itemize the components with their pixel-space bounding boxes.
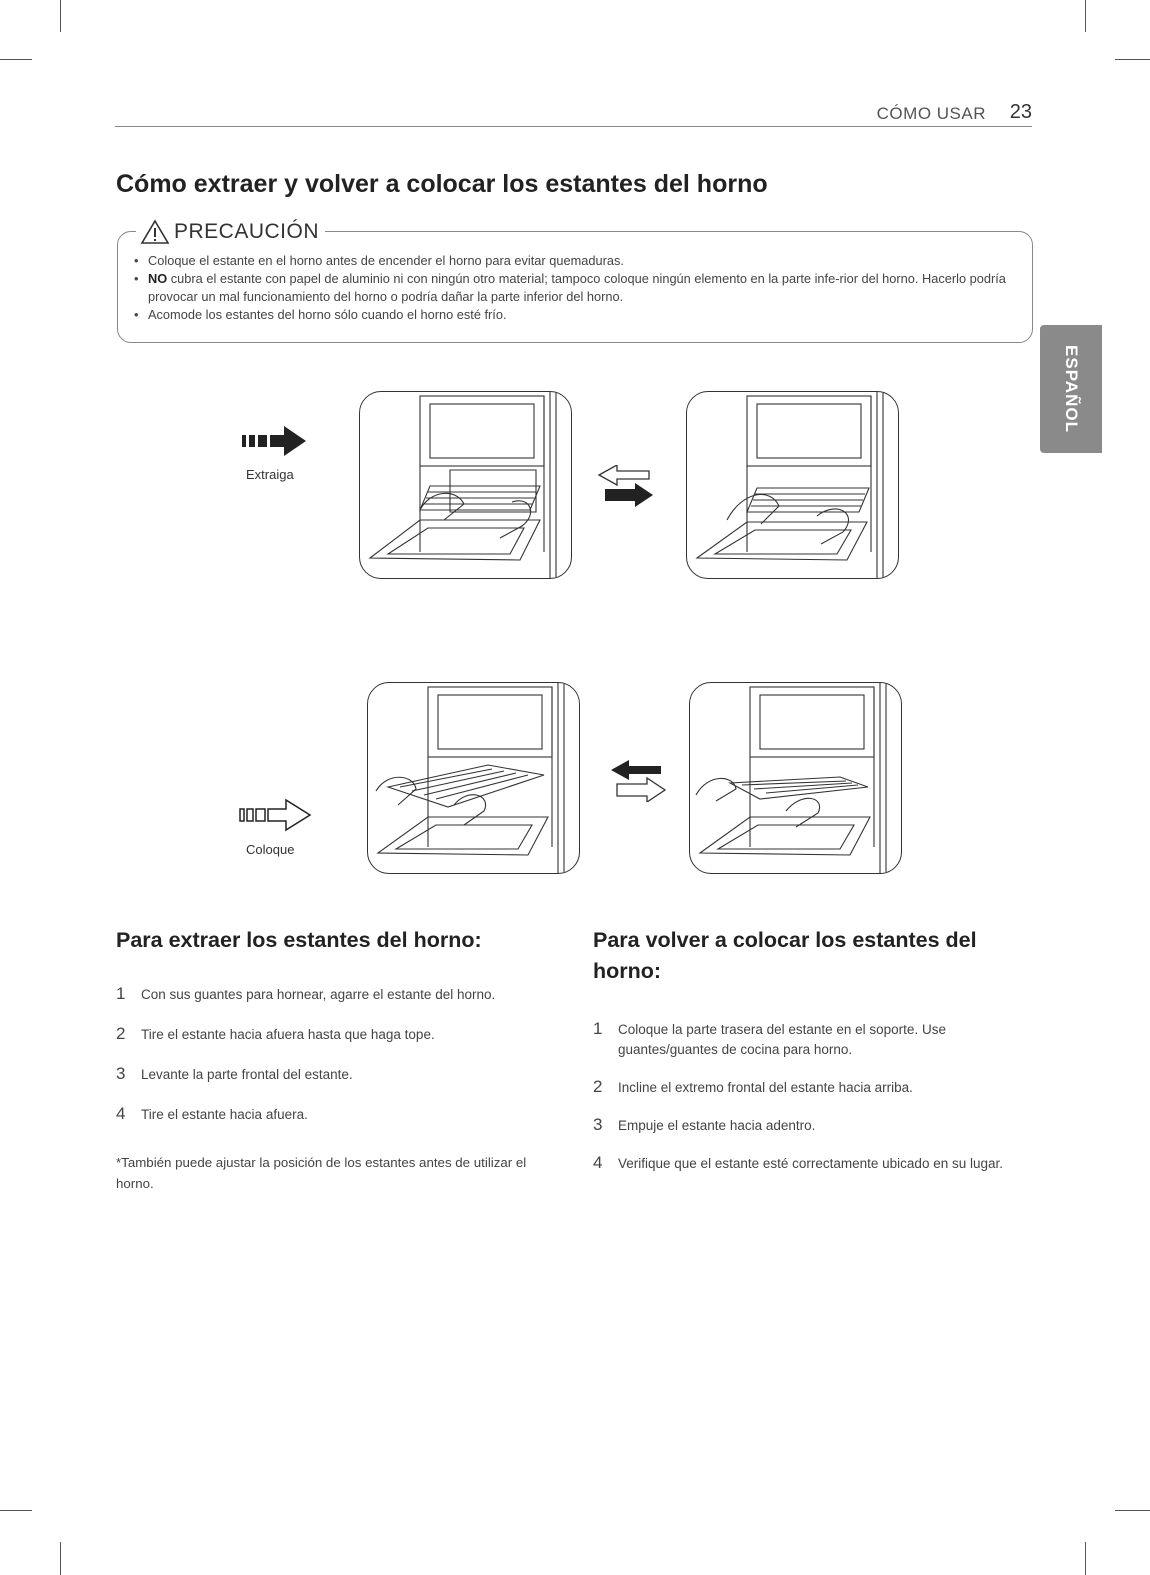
crop-mark: [60, 0, 61, 32]
step-number: 2: [116, 1024, 126, 1043]
solid-arrow-icon: [240, 424, 310, 458]
caution-heading: [136, 219, 325, 245]
header-rule: [115, 126, 1032, 127]
replace-label: Coloque: [246, 842, 295, 857]
list-item: [116, 985, 576, 1005]
step-text: Verifique que el estante esté correctamente ubicado en su lugar.: [618, 1156, 1004, 1171]
step-text: Tire el estante hacia afuera.: [141, 1107, 308, 1122]
remove-label: Extraiga: [246, 467, 294, 482]
page-title: Cómo extraer y volver a colocar los estantes del horno: [116, 170, 768, 198]
warning-triangle-icon: [140, 219, 170, 245]
oven-illustration-replace-2: [689, 682, 902, 874]
footnote: *También puede ajustar la posición de los estantes antes de utilizar el horno.: [116, 1155, 527, 1191]
caution-item: • Coloque el estante en el horno antes de encender el horno para evitar quemaduras.: [132, 252, 1022, 270]
caution-title: PRECAUCIÓN: [174, 220, 320, 243]
caution-item: • Acomode los estantes del horno sólo cuando el horno esté frío.: [132, 306, 1022, 324]
list-item: [593, 1154, 1023, 1174]
step-number: 4: [593, 1153, 603, 1172]
step-number: 2: [593, 1077, 603, 1096]
oven-illustration-remove-1: [359, 391, 572, 579]
step-number: 3: [116, 1064, 126, 1083]
double-arrow-reverse-icon: [609, 760, 667, 802]
oven-illustration-remove-2: [686, 391, 899, 579]
step-number: 4: [116, 1104, 126, 1123]
language-tab: [1040, 325, 1102, 453]
caution-emphasis: NO: [148, 271, 168, 286]
list-item: [116, 1025, 576, 1045]
replace-heading: Para volver a colocar los estantes del horno:: [593, 928, 977, 983]
caution-list: [132, 252, 1022, 324]
step-text: Levante la parte frontal del estante.: [141, 1067, 353, 1082]
caution-item-text: cubra el estante con papel de aluminio ni con ningún otro material; tampoco coloque ningún elemento en la parte infe-rior del horno. Hacerlo podría provocar un mal funcionamiento del horno o podría dañar la parte inferior del horno.: [148, 271, 1006, 304]
remove-steps-list: [116, 985, 576, 1125]
language-tab-label: ESPAÑOL: [1062, 345, 1081, 433]
replace-steps-list: [593, 1020, 1023, 1174]
crop-mark: [1115, 1510, 1150, 1511]
remove-heading: Para extraer los estantes del horno:: [116, 928, 482, 952]
crop-mark: [1085, 0, 1086, 32]
step-number: 3: [593, 1115, 603, 1134]
step-text: Tire el estante hacia afuera hasta que haga tope.: [141, 1027, 435, 1042]
step-number: 1: [116, 984, 126, 1003]
list-item: [116, 1105, 576, 1125]
caution-item: [132, 270, 1022, 306]
step-number: 1: [593, 1019, 603, 1038]
step-text: Empuje el estante hacia adentro.: [618, 1118, 816, 1133]
list-item: [593, 1020, 1023, 1060]
list-item: [116, 1065, 576, 1085]
step-text: Incline el extremo frontal del estante hacia arriba.: [618, 1080, 913, 1095]
crop-mark: [1115, 59, 1150, 60]
double-arrow-icon: [597, 465, 655, 507]
crop-mark: [0, 1510, 32, 1511]
list-item: [593, 1116, 1023, 1136]
header-section-title: CÓMO USAR: [876, 104, 986, 123]
outline-arrow-icon: [238, 798, 314, 834]
page-number: 23: [1009, 101, 1032, 123]
crop-mark: [0, 59, 32, 60]
crop-mark: [1085, 1542, 1086, 1575]
crop-mark: [60, 1542, 61, 1575]
list-item: [593, 1078, 1023, 1098]
oven-illustration-replace-1: [367, 682, 580, 874]
step-text: Coloque la parte trasera del estante en el soporte. Use guantes/guantes de cocina para horno.: [618, 1022, 946, 1057]
step-text: Con sus guantes para hornear, agarre el estante del horno.: [141, 987, 496, 1002]
